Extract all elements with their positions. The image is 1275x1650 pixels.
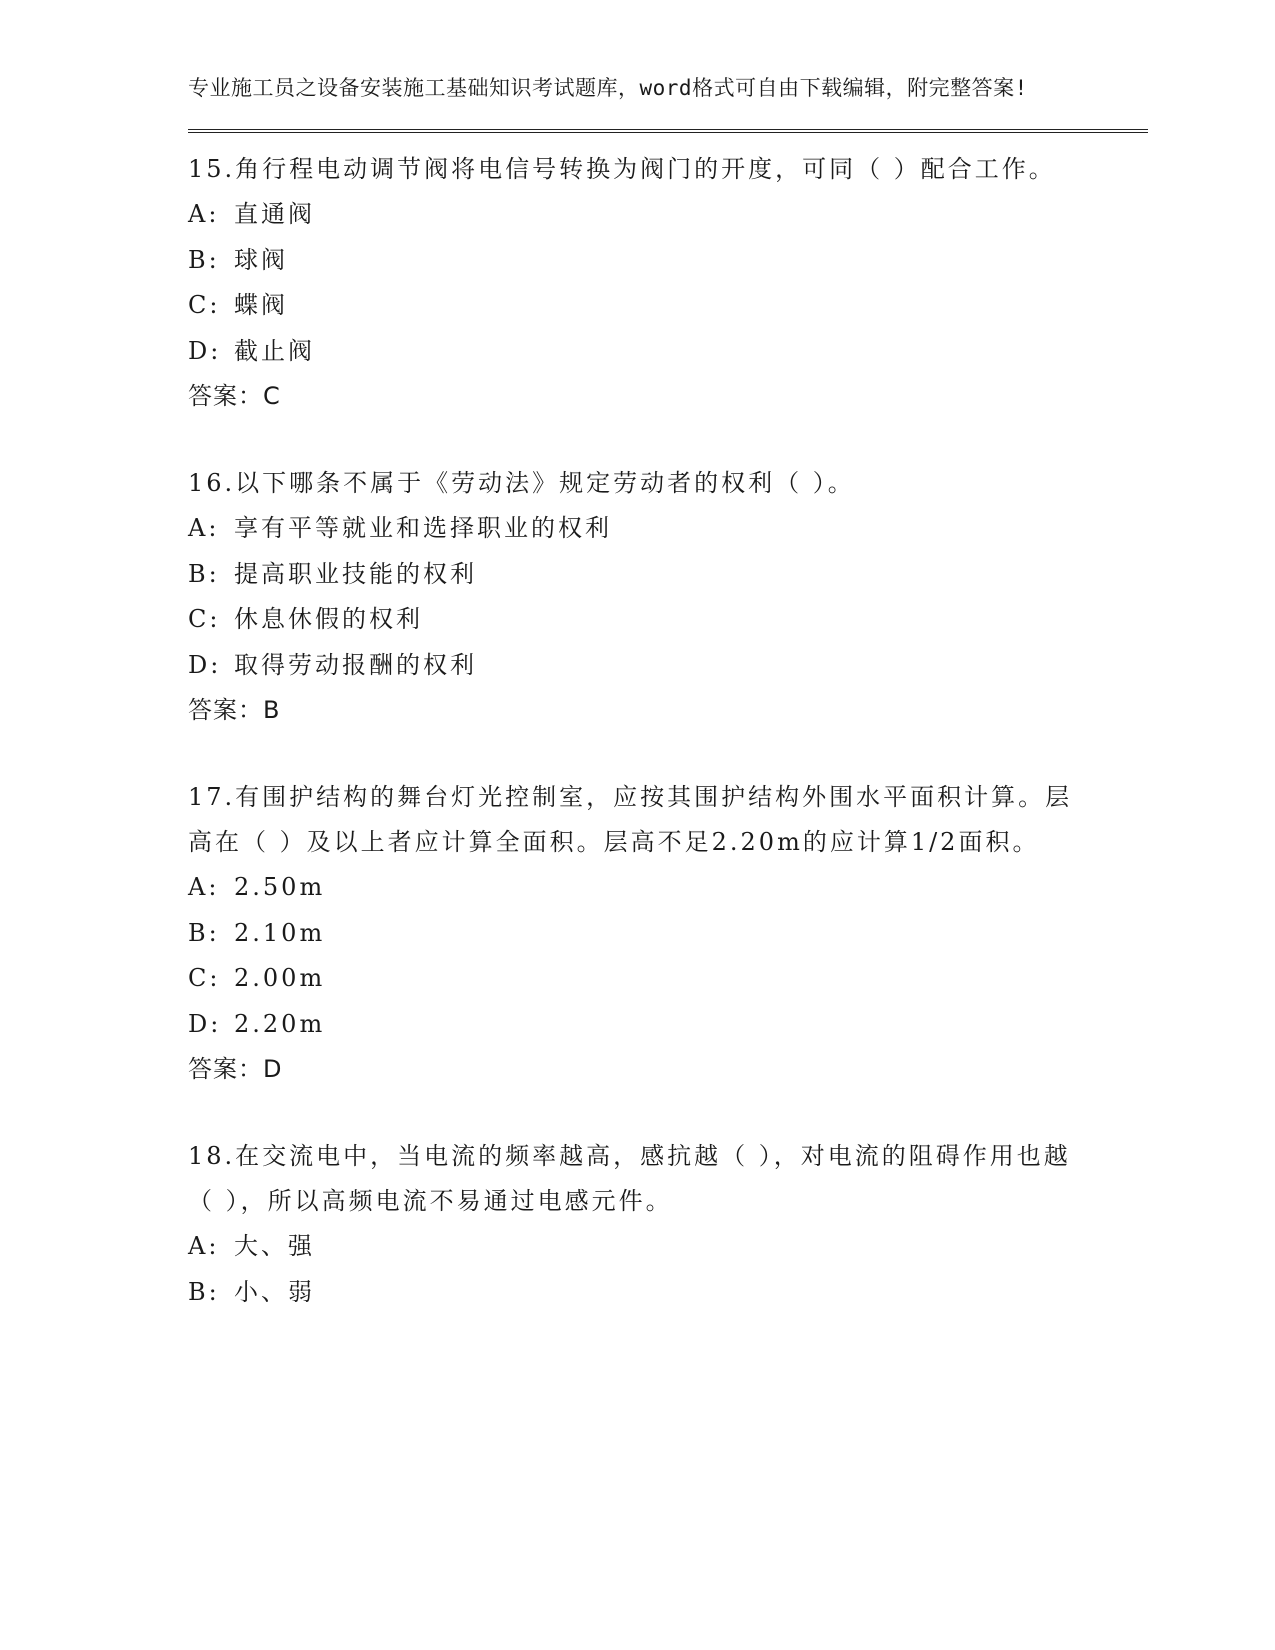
option-text: 小、弱 xyxy=(234,1277,315,1306)
document-header: 专业施工员之设备安装施工基础知识考试题库，word格式可自由下载编辑，附完整答案! xyxy=(188,76,1028,100)
option-label: B: xyxy=(188,559,220,588)
question-17 xyxy=(188,775,1148,1092)
option-text: 取得劳动报酬的权利 xyxy=(234,650,477,679)
option-label: D: xyxy=(188,650,222,679)
option-c xyxy=(188,956,1148,1002)
question-stem: 18.在交流电中，当电流的频率越高，感抗越（ ），对电流的阻碍作用也越（ ），所以高频电流不易通过电感元件。 xyxy=(188,1142,1071,1215)
option-a xyxy=(188,1224,1148,1270)
option-label: C: xyxy=(188,291,221,319)
option-label: A: xyxy=(188,873,220,901)
option-d xyxy=(188,329,1148,375)
option-label: B: xyxy=(188,1277,220,1306)
header-divider xyxy=(188,129,1148,133)
answer-line: 答案：B xyxy=(188,696,281,724)
option-label: B: xyxy=(188,245,220,274)
option-d xyxy=(188,1002,1148,1048)
option-text: 休息休假的权利 xyxy=(234,605,423,633)
option-text: 提高职业技能的权利 xyxy=(234,559,477,588)
option-text: 2.10m xyxy=(234,918,326,947)
option-text: 球阀 xyxy=(234,245,288,274)
option-b xyxy=(188,1270,1148,1316)
option-text: 2.50m xyxy=(234,873,326,901)
question-stem: 15.角行程电动调节阀将电信号转换为阀门的开度，可同（ ）配合工作。 xyxy=(188,155,1056,183)
question-stem: 17.有围护结构的舞台灯光控制室，应按其围护结构外围水平面积计算。层高在（ ）及以上者应计算全面积。层高不足2.20m的应计算1/2面积。 xyxy=(188,783,1073,856)
option-label: A: xyxy=(188,1232,220,1260)
question-15 xyxy=(188,147,1148,419)
option-c xyxy=(188,597,1148,643)
option-label: A: xyxy=(188,200,220,228)
option-d xyxy=(188,643,1148,689)
option-text: 2.00m xyxy=(234,964,326,992)
option-a xyxy=(188,506,1148,552)
option-a xyxy=(188,192,1148,238)
option-text: 享有平等就业和选择职业的权利 xyxy=(234,514,612,542)
option-text: 直通阀 xyxy=(234,200,315,228)
option-text: 2.20m xyxy=(234,1009,326,1038)
option-b xyxy=(188,552,1148,598)
option-label: D: xyxy=(188,336,222,365)
answer-line: 答案：D xyxy=(188,1055,283,1083)
option-b xyxy=(188,911,1148,957)
option-c xyxy=(188,283,1148,329)
option-label: A: xyxy=(188,514,220,542)
option-text: 大、强 xyxy=(234,1232,315,1260)
document-page xyxy=(188,72,1148,1357)
question-16 xyxy=(188,461,1148,733)
question-18 xyxy=(188,1134,1148,1315)
question-stem: 16.以下哪条不属于《劳动法》规定劳动者的权利（ ）。 xyxy=(188,469,855,497)
option-label: C: xyxy=(188,964,221,992)
option-label: D: xyxy=(188,1009,222,1038)
option-text: 截止阀 xyxy=(234,336,315,365)
option-label: B: xyxy=(188,918,220,947)
answer-line: 答案：C xyxy=(188,382,281,410)
option-b xyxy=(188,238,1148,284)
option-text: 蝶阀 xyxy=(234,291,288,319)
option-label: C: xyxy=(188,605,221,633)
option-a xyxy=(188,865,1148,911)
